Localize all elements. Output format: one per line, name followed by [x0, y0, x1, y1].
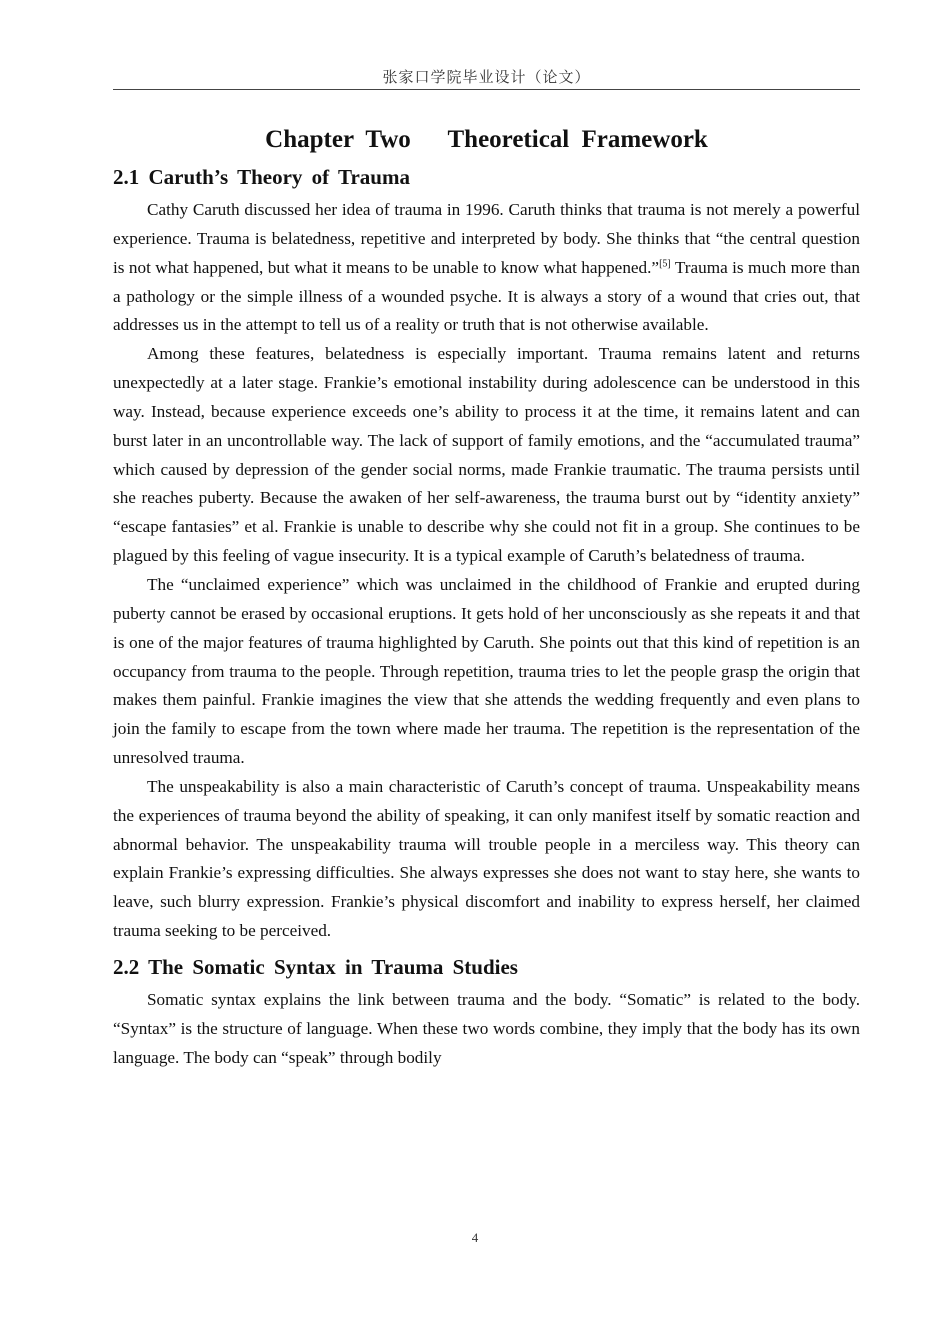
page-body [113, 120, 860, 1072]
page-header: 张家口学院毕业设计（论文） [382, 68, 591, 86]
paragraph: The unspeakability is also a main characteristic of Caruth’s concept of trauma. Unspeakability means the experiences of trauma beyond the ability of speaking, it can only manifest itself by somatic reaction and abnormal behavior. The unspeakability trauma will trouble people in a merciless way. This theory can explain Frankie’s expressing difficulties. She always expresses she does not want to stay here, she wants to leave, such blurry expression. Frankie’s physical discomfort and inability to express herself, her claimed trauma seeking to be perceived. [113, 776, 860, 941]
paragraph: Somatic syntax explains the link between trauma and the body. “Somatic” is related to the body. “Syntax” is the structure of language. When these two words combine, they imply that the body has its own language. The body can “speak” through bodily [113, 989, 860, 1067]
paragraph-text: Cathy Caruth discussed her idea of trauma in 1996. Caruth thinks that trauma is not merely a powerful experience. Trauma is belatedness, repetitive and interpreted by body. She thinks that “the central question is not what happened, but what it means to be unable to know what happened.” [113, 200, 860, 277]
section-heading-2-1: 2.1 Caruth’s Theory of Trauma [113, 165, 410, 189]
paragraph [113, 196, 860, 340]
paragraph: The “unclaimed experience” which was unclaimed in the childhood of Frankie and erupted during puberty cannot be erased by occasional eruptions. It gets hold of her unconsciously as she repeats it and that is one of the major features of trauma highlighted by Caruth. She points out that this kind of repetition is an occupancy from trauma to the people. Through repetition, trauma tries to let the people grasp the origin that makes them painful. Frankie imagines the view that she attends the wedding frequently and even plans to join the family to escape from the town where made her trauma. The repetition is the representation of the unresolved trauma. [113, 574, 860, 768]
paragraph-text: Trauma is much more than a pathology or the simple illness of a wounded psyche. It is always a story of a wound that cries out, that addresses us in the attempt to tell us of a reality or truth that is not otherwise available. [113, 257, 860, 335]
citation-reference: [5] [659, 257, 671, 269]
header-divider [113, 89, 860, 90]
section-heading-2-2: 2.2 The Somatic Syntax in Trauma Studies [113, 954, 518, 979]
page-number: 4 [471, 1230, 479, 1245]
paragraph: Among these features, belatedness is especially important. Trauma remains latent and returns unexpectedly at a later stage. Frankie’s emotional instability during adolescence can be understood in this way. Instead, because experience exceeds one’s ability to process it at the time, it remains latent and can burst later in an uncontrollable way. The lack of support of family emotions, and the “accumulated trauma” which caused by depression of the gender social norms, made Frankie traumatic. The trauma persists until she reaches puberty. Because the awaken of her self-awareness, the trauma burst out by “identity anxiety” “escape fantasies” et al. Frankie is unable to describe why she could not fit in a group. She continues to be plagued by this feeling of vague insecurity. It is a typical example of Caruth’s belatedness of trauma. [113, 344, 860, 566]
chapter-title: Chapter Two Theoretical Framework [265, 126, 708, 153]
